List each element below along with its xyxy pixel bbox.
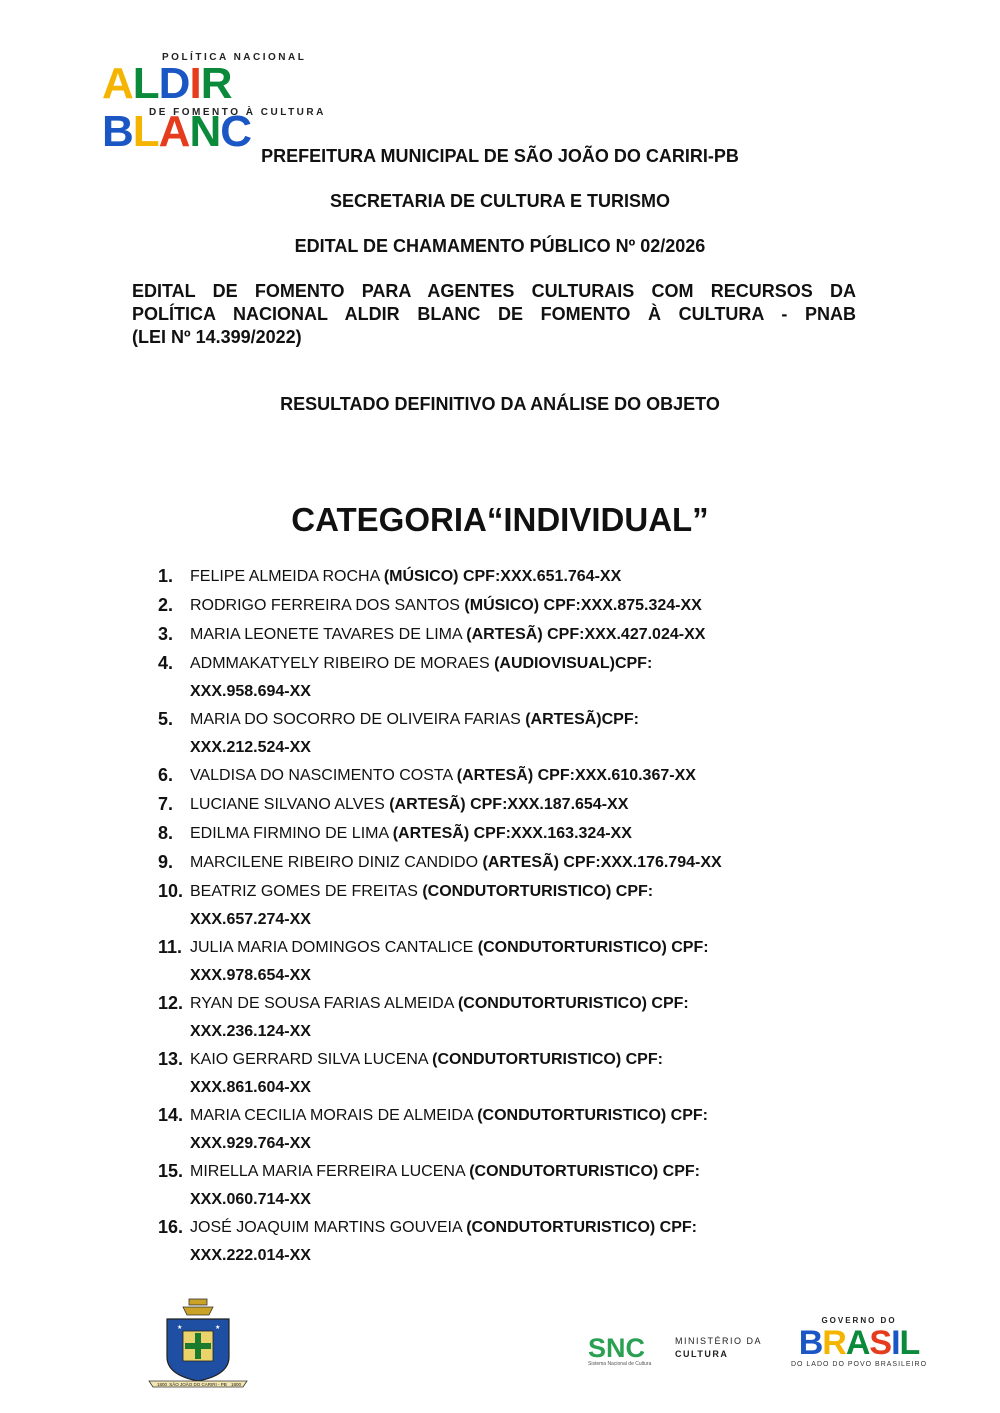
list-item-cpf: CPF:XXX.875.324-XX bbox=[543, 597, 702, 614]
gov-brasil-logo bbox=[788, 1316, 930, 1386]
gov-brasil-letter: R bbox=[822, 1324, 846, 1362]
edital-title-line: EDITAL DE FOMENTO PARA AGENTES CULTURAIS COM RECURSOS DA bbox=[132, 281, 856, 301]
list-item-name: MARCILENE RIBEIRO DINIZ CANDIDO bbox=[190, 854, 483, 871]
gov-brasil-letter: B bbox=[798, 1324, 823, 1362]
logo-letter: C bbox=[220, 107, 252, 156]
aldir-blanc-logo bbox=[102, 52, 377, 156]
gov-brasil-letter: A bbox=[845, 1324, 870, 1362]
list-item-cpf: XXX.861.604-XX bbox=[190, 1079, 311, 1096]
list-item-role: (MÚSICO) bbox=[383, 568, 463, 585]
list-item-role: (ARTESÃ) bbox=[466, 626, 548, 643]
list-item bbox=[158, 790, 798, 819]
list-item bbox=[158, 761, 798, 790]
list-item-number: 1. bbox=[158, 566, 174, 586]
list-item-number: 12. bbox=[158, 993, 184, 1013]
list-item bbox=[158, 1213, 798, 1269]
logo-letter: D bbox=[158, 59, 190, 108]
list-item-cpf: CPF:XXX.427.024-XX bbox=[547, 626, 706, 643]
list-item-number: 9. bbox=[158, 852, 174, 872]
logo-letter: B bbox=[102, 107, 133, 156]
list-item bbox=[158, 1101, 798, 1157]
list-item-cpf: XXX.929.764-XX bbox=[190, 1135, 311, 1152]
list-item bbox=[158, 620, 798, 649]
list-item-name: ADMMAKATYELY RIBEIRO DE MORAES bbox=[190, 655, 495, 672]
list-item-number: 10. bbox=[158, 881, 184, 901]
logo-letter: I bbox=[189, 59, 201, 108]
snc-caption: Sistema Nacional de Cultura bbox=[588, 1361, 652, 1367]
crest-year-left: 1800 bbox=[157, 1382, 168, 1387]
list-item-cpf: CPF:XXX.610.367-XX bbox=[537, 767, 696, 784]
list-item-role: (CONDUTORTURISTICO) CPF: bbox=[432, 1051, 663, 1068]
list-item-role: (CONDUTORTURISTICO) CPF: bbox=[477, 939, 709, 956]
svg-text:★: ★ bbox=[215, 1325, 221, 1331]
list-item-name: LUCIANE SILVANO ALVES bbox=[190, 796, 390, 813]
list-item bbox=[158, 1157, 798, 1213]
list-item-cpf: XXX.958.694-XX bbox=[190, 683, 311, 700]
list-item-cpf: CPF:XXX.651.764-XX bbox=[462, 568, 622, 585]
logo-sub-text: DE FOMENTO À CULTURA bbox=[149, 107, 326, 118]
list-item-number: 5. bbox=[158, 709, 174, 729]
list-item bbox=[158, 591, 798, 620]
list-item-name: MARIA LEONETE TAVARES DE LIMA bbox=[190, 626, 467, 643]
list-item-cpf: XXX.657.274-XX bbox=[190, 911, 311, 928]
list-item-name: FELIPE ALMEIDA ROCHA bbox=[190, 568, 384, 585]
list-item-role: (MÚSICO) bbox=[464, 597, 544, 614]
crest-year-right: 1800 bbox=[231, 1382, 242, 1387]
list-item-number: 8. bbox=[158, 823, 174, 843]
list-item-role: (CONDUTORTURISTICO) CPF: bbox=[477, 1107, 708, 1124]
logo-letter: A bbox=[158, 107, 190, 156]
gov-top-text: GOVERNO DO bbox=[821, 1316, 897, 1325]
list-item-number: 7. bbox=[158, 794, 174, 814]
list-item-name: MARIA DO SOCORRO DE OLIVEIRA FARIAS bbox=[190, 711, 526, 728]
list-item-role: (CONDUTORTURISTICO) CPF: bbox=[469, 1163, 700, 1180]
list-item-name: VALDISA DO NASCIMENTO COSTA bbox=[190, 767, 457, 784]
list-item bbox=[158, 848, 798, 877]
logo-letter: A bbox=[102, 59, 133, 108]
logo-letter: L bbox=[132, 59, 159, 108]
snc-mark-icon bbox=[588, 1333, 660, 1361]
list-item bbox=[158, 1045, 798, 1101]
list-item-role: (ARTESÃ)CPF: bbox=[525, 711, 639, 728]
list-item-number: 2. bbox=[158, 595, 174, 615]
snc-logo bbox=[588, 1333, 660, 1371]
snc-mark-text: SNC bbox=[588, 1333, 646, 1361]
list-item bbox=[158, 562, 798, 591]
list-item-cpf: XXX.222.014-XX bbox=[190, 1247, 311, 1264]
gov-brasil-letter: I bbox=[891, 1324, 900, 1362]
ministry-line1: MINISTÉRIO DA bbox=[675, 1336, 763, 1346]
list-item-name: RYAN DE SOUSA FARIAS ALMEIDA bbox=[190, 995, 458, 1012]
list-item-cpf: CPF:XXX.163.324-XX bbox=[473, 825, 632, 842]
list-item-cpf: XXX.236.124-XX bbox=[190, 1023, 311, 1040]
list-item-role: (CONDUTORTURISTICO) CPF: bbox=[422, 883, 654, 900]
list-item-role: (CONDUTORTURISTICO) CPF: bbox=[457, 995, 689, 1012]
list-item-cpf: XXX.060.714-XX bbox=[190, 1191, 311, 1208]
list-item bbox=[158, 819, 798, 848]
list-item-number: 16. bbox=[158, 1217, 184, 1237]
municipal-crest bbox=[145, 1297, 251, 1389]
list-item-name: MARIA CECILIA MORAIS DE ALMEIDA bbox=[190, 1107, 478, 1124]
gov-bottom-text: DO LADO DO POVO BRASILEIRO bbox=[790, 1361, 928, 1368]
list-item-number: 4. bbox=[158, 653, 174, 673]
svg-text:★: ★ bbox=[177, 1325, 183, 1331]
list-item-role: (ARTESÃ) bbox=[456, 767, 538, 784]
edital-title bbox=[132, 280, 856, 349]
list-item bbox=[158, 989, 798, 1045]
ministry-logo bbox=[675, 1335, 762, 1361]
logo-letter: R bbox=[200, 59, 232, 108]
list-item bbox=[158, 933, 798, 989]
list-item-role: (ARTESÃ) bbox=[389, 796, 471, 813]
list-item-name: BEATRIZ GOMES DE FREITAS bbox=[190, 883, 423, 900]
list-item-number: 15. bbox=[158, 1161, 184, 1181]
list-item-name: EDILMA FIRMINO DE LIMA bbox=[190, 825, 393, 842]
crest-banner-text: SÃO JOÃO DO CARIRI - PB bbox=[169, 1382, 227, 1387]
list-item-role: (AUDIOVISUAL)CPF: bbox=[494, 655, 653, 672]
list-item-number: 6. bbox=[158, 765, 174, 785]
list-item-name: JULIA MARIA DOMINGOS CANTALICE bbox=[190, 939, 478, 956]
header-municipality: PREFEITURA MUNICIPAL DE SÃO JOÃO DO CARIRI-PB bbox=[261, 146, 739, 166]
ministry-line2: CULTURA bbox=[675, 1349, 729, 1359]
gov-brasil-word bbox=[788, 1325, 930, 1361]
list-item-number: 3. bbox=[158, 624, 174, 644]
list-item bbox=[158, 877, 798, 933]
list-item-number: 13. bbox=[158, 1049, 184, 1069]
header-edital-number: EDITAL DE CHAMAMENTO PÚBLICO Nº 02/2026 bbox=[294, 236, 706, 256]
list-item-cpf: CPF:XXX.187.654-XX bbox=[470, 796, 629, 813]
list-item-name: MIRELLA MARIA FERREIRA LUCENA bbox=[190, 1163, 470, 1180]
category-title: CATEGORIA“INDIVIDUAL” bbox=[291, 501, 709, 538]
list-item-cpf: XXX.212.524-XX bbox=[190, 739, 311, 756]
logo-letter: L bbox=[132, 107, 159, 156]
edital-title-line: POLÍTICA NACIONAL ALDIR BLANC DE FOMENTO À CULTURA - PNAB bbox=[132, 304, 856, 324]
gov-brasil-letter: S bbox=[869, 1324, 892, 1362]
edital-title-line: (LEI Nº 14.399/2022) bbox=[132, 327, 302, 347]
list-item-number: 14. bbox=[158, 1105, 184, 1125]
list-item-name: KAIO GERRARD SILVA LUCENA bbox=[190, 1051, 433, 1068]
list-item-role: (ARTESÃ) bbox=[482, 854, 564, 871]
entry-list bbox=[158, 562, 798, 1269]
list-item bbox=[158, 649, 798, 705]
list-item-cpf: CPF:XXX.176.794-XX bbox=[563, 854, 722, 871]
logo-letter: N bbox=[189, 107, 221, 156]
list-item-cpf: XXX.978.654-XX bbox=[190, 967, 311, 984]
logo-top-text: POLÍTICA NACIONAL bbox=[162, 52, 307, 63]
list-item-role: (ARTESÃ) bbox=[392, 825, 474, 842]
list-item-number: 11. bbox=[158, 937, 183, 957]
list-item-name: JOSÉ JOAQUIM MARTINS GOUVEIA bbox=[190, 1219, 467, 1236]
list-item-role: (CONDUTORTURISTICO) CPF: bbox=[466, 1219, 697, 1236]
list-item-name: RODRIGO FERREIRA DOS SANTOS bbox=[190, 597, 465, 614]
header-secretariat: SECRETARIA DE CULTURA E TURISMO bbox=[330, 191, 670, 211]
gov-brasil-letter: L bbox=[899, 1324, 920, 1362]
result-title: RESULTADO DEFINITIVO DA ANÁLISE DO OBJETO bbox=[280, 394, 720, 414]
list-item bbox=[158, 705, 798, 761]
